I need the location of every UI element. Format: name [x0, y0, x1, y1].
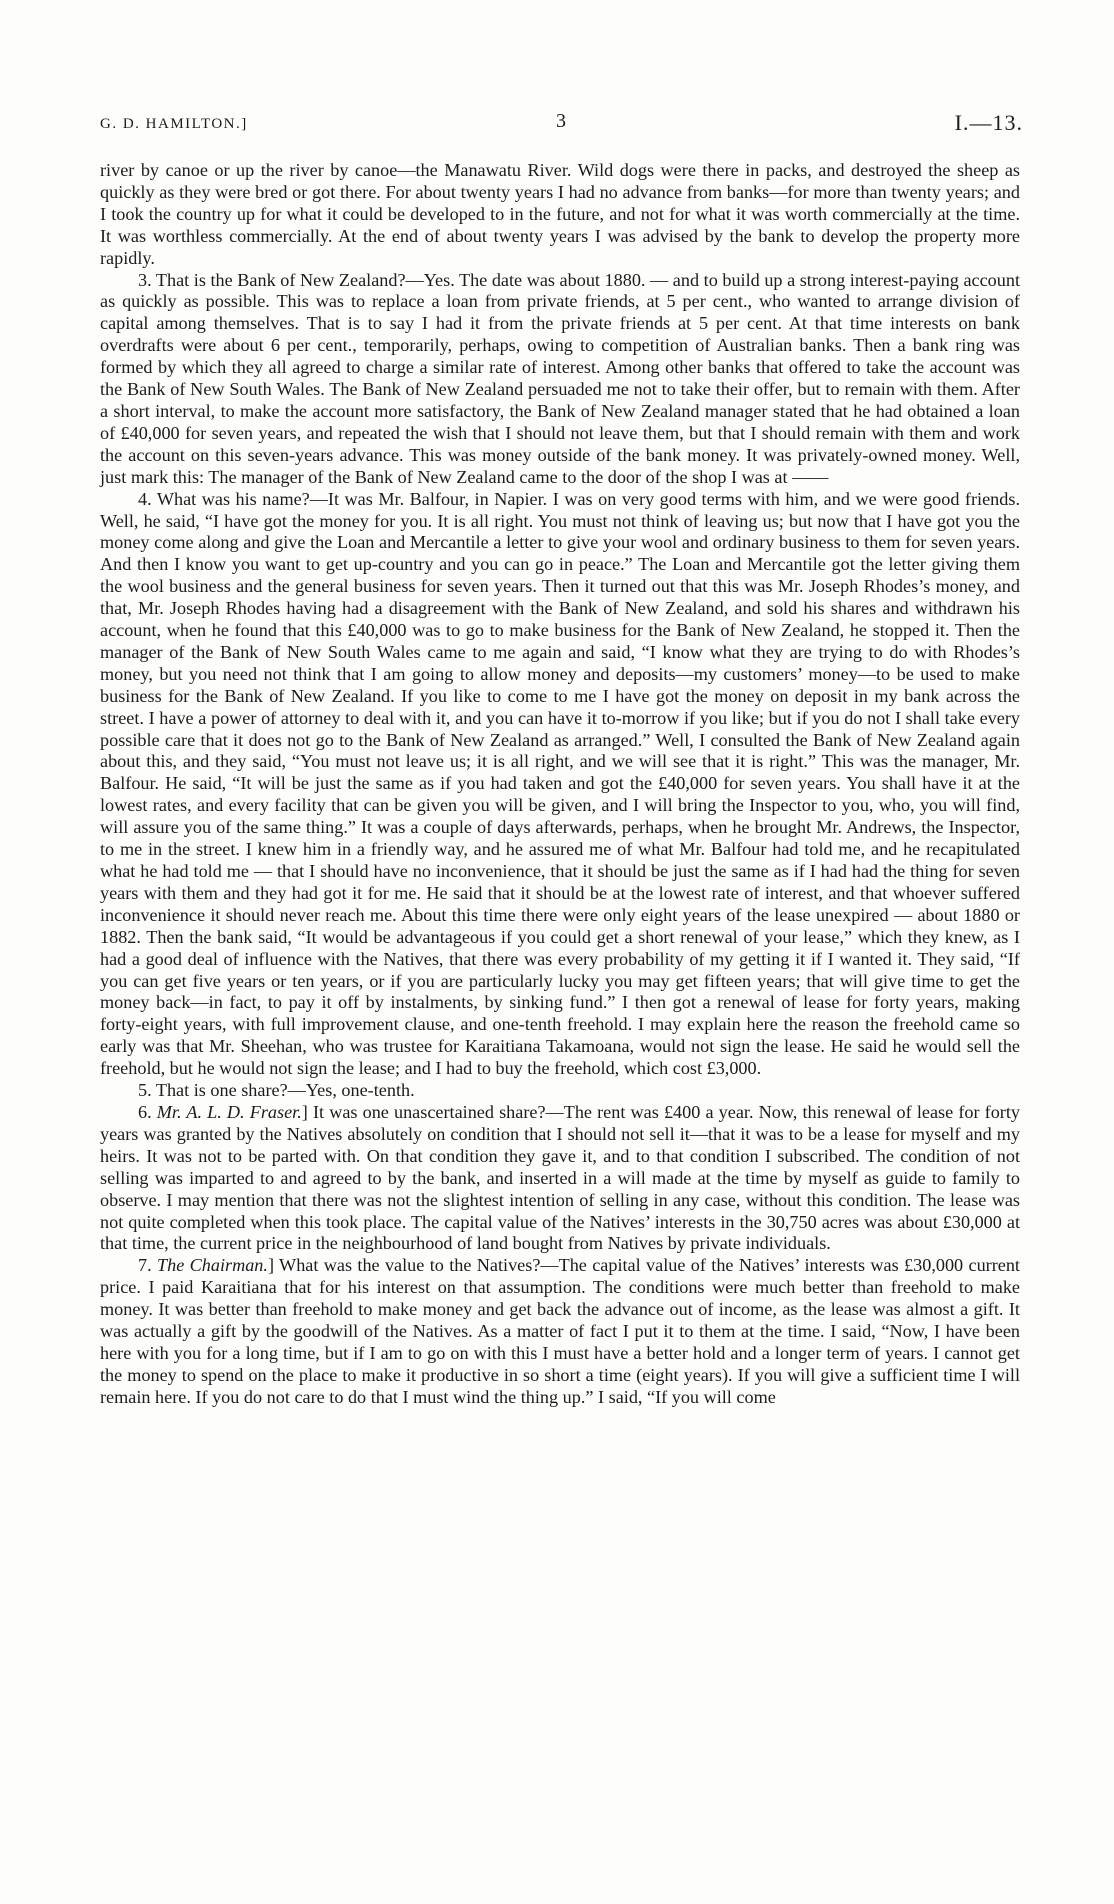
paragraph-4 [100, 489, 1020, 1080]
speaker-name: The Chairman. [157, 1255, 268, 1276]
witness-name: G. D. HAMILTON.] [100, 116, 248, 132]
paragraph-text: ] It was one unascertained share?—The rent was £400 a year. Now, this renewal of lease for forty years was granted by the Natives absolutely on condition that I should not sell it—that it was to be a lease for myself and my heirs. It was not to be parted with. On that condition they gave it, and to that condition I subscribed. The condition of not selling was imparted to and agreed to by the bank, and inserted in a will made at the time by myself as guide to family to observe. I may mention that there was not the slightest intention of selling in any case, without this condition. The lease was not quite completed when this took place. The capital value of the Natives’ interests in the 30,750 acres was about £30,000 at that time, the current price in the neighbourhood of land bought from Natives by private individuals. [100, 1101, 1021, 1254]
paragraph-7 [100, 1255, 1020, 1408]
paragraph-continuation [100, 160, 1020, 270]
page-number: 3 [556, 110, 567, 132]
paragraph-number: 7. [138, 1255, 157, 1276]
paragraph-text: 4. What was his name?—It was Mr. Balfour, in Napier. I was on very good terms with him, and we were good friends. Well, he said, “I have got the money for you. It is all right. You must not think of leaving us; but now that I have got you the money come along and give the Loan and Mercantile a letter to give your wool and ordinary business to them for seven years. And then I know you want to get up-country and you can go in peace.” The Loan and Mercantile got the letter giving them the wool business and the general business for seven years. Then it turned out that this was Mr. Joseph Rhodes’s money, and that, Mr. Joseph Rhodes having had a disagreement with the Bank of New Zealand, and sold his shares and withdrawn his account, when he found that this £40,000 was to go to make business for the Bank of New Zealand, he stopped it. Then the manager of the Bank of New South Wales came to me again and said, “I know what they are trying to do with Rhodes’s money, but you need not think that I am going to allow money and deposits—my customers’ money—to be used to make business for the Bank of New Zealand. If you like to come to me I have got the money on deposit in my bank across the street. I have a power of attorney to deal with it, and you can have it to-morrow if you like; but if you do not I shall take every possible care that it does not go to the Bank of New Zealand as arranged.” Well, I consulted the Bank of New Zealand again about this, and they said, “You must not leave us; it is all right, and we will see that it is right.” This was the manager, Mr. Balfour. He said, “It will be just the same as if you had taken and got the £40,000 for seven years. You shall have it at the lowest rates, and every facility that can be given you will be given, and I will bring the Inspector to you, who, you will find, will assure you of the same thing.” It was a couple of days afterwards, perhaps, when he brought Mr. Andrews, the Inspector, to me in the street. I knew him in a friendly way, and he assured me of what Mr. Balfour had told me, and he recapitulated what he had told me — that I should have no inconvenience, that it should be just the same as if I had had the thing for seven years with them and they had got it for me. He said that it should be at the lowest rate of interest, and that whoever suffered inconvenience it should never reach me. About this time there were only eight years of the lease unexpired — about 1880 or 1882. Then the bank said, “It would be advantageous if you could get a short renewal of your lease,” which they knew, as I had a good deal of influence with the Natives, that there was every probability of my getting it if I wanted it. They said, “If you can get five years or ten years, or if you are particularly lucky you may get fifteen years; that will give time to get the money back—in fact, to pay it off by instalments, by sinking fund.” I then got a renewal of lease for forty years, making forty-eight years, with full improvement clause, and one-tenth freehold. I may explain here the reason the freehold came so early was that Mr. Sheehan, who was trustee for Karaitiana Takamoana, would not sign the lease. He said he would sell the freehold, but he would not sign the lease; and I had to buy the freehold, which cost £3,000. [100, 488, 1020, 1079]
page-header [100, 110, 1023, 140]
paragraph-text: ] What was the value to the Natives?—The capital value of the Natives’ interests was £30,000 current price. I paid Karaitiana that for his interest on that assumption. The conditions were much better than freehold to make money. It was better than freehold to make money and get back the advance out of income, as the lease was almost a gift. It was actually a gift by the goodwill of the Natives. As a matter of fact I put it to them at the time. I said, “Now, I have been here with you for a long time, but if I am to go on with this I must have a better hold and a longer term of years. I cannot get the money to spend on the place to make it productive in so short a time (eight years). If you will give a sufficient time I will remain here. If you do not care to do that I must wind the thing up.” I said, “If you will come [100, 1255, 1020, 1407]
paragraph-5 [100, 1080, 1020, 1102]
speaker-name: Mr. A. L. D. Fraser. [156, 1101, 302, 1122]
document-reference: I.—13. [954, 110, 1023, 135]
paragraph-text: 3. That is the Bank of New Zealand?—Yes. The date was about 1880. — and to build up a strong interest-paying account as quickly as possible. This was to replace a loan from private friends, at 5 per cent., who wanted to arrange division of capital among themselves. That is to say I had it from the private friends at 5 per cent. At that time interests on bank overdrafts were about 6 per cent., temporarily, perhaps, owing to competition of Australian banks. Then a bank ring was formed by which they all agreed to charge a similar rate of interest. Among other banks that offered to take the account was the Bank of New South Wales. The Bank of New Zealand persuaded me not to take their offer, but to remain with them. After a short interval, to make the account more satisfactory, the Bank of New Zealand manager stated that he had obtained a loan of £40,000 for seven years, and repeated the wish that I should not leave them, but that I should remain with them and work the account on this seven-years advance. This was money outside of the bank money. It was privately-owned money. Well, just mark this: The manager of the Bank of New Zealand came to the door of the shop I was at —— [100, 269, 1020, 487]
paragraph-3 [100, 270, 1020, 489]
document-body [100, 160, 1020, 1409]
paragraph-text: river by canoe or up the river by canoe—the Manawatu River. Wild dogs were there in packs, and destroyed the sheep as quickly as they were bred or got there. For about twenty years I had no advance from banks—for more than twenty years; and I took the country up for what it could be developed to in the future, and not for what it was worth commercially at the time. It was worthless commercially. At the end of about twenty years I was advised by the bank to develop the property more rapidly. [100, 160, 1020, 268]
paragraph-6 [100, 1102, 1020, 1255]
paragraph-text: 5. That is one share?—Yes, one-tenth. [138, 1080, 415, 1101]
paragraph-number: 6. [138, 1101, 157, 1122]
